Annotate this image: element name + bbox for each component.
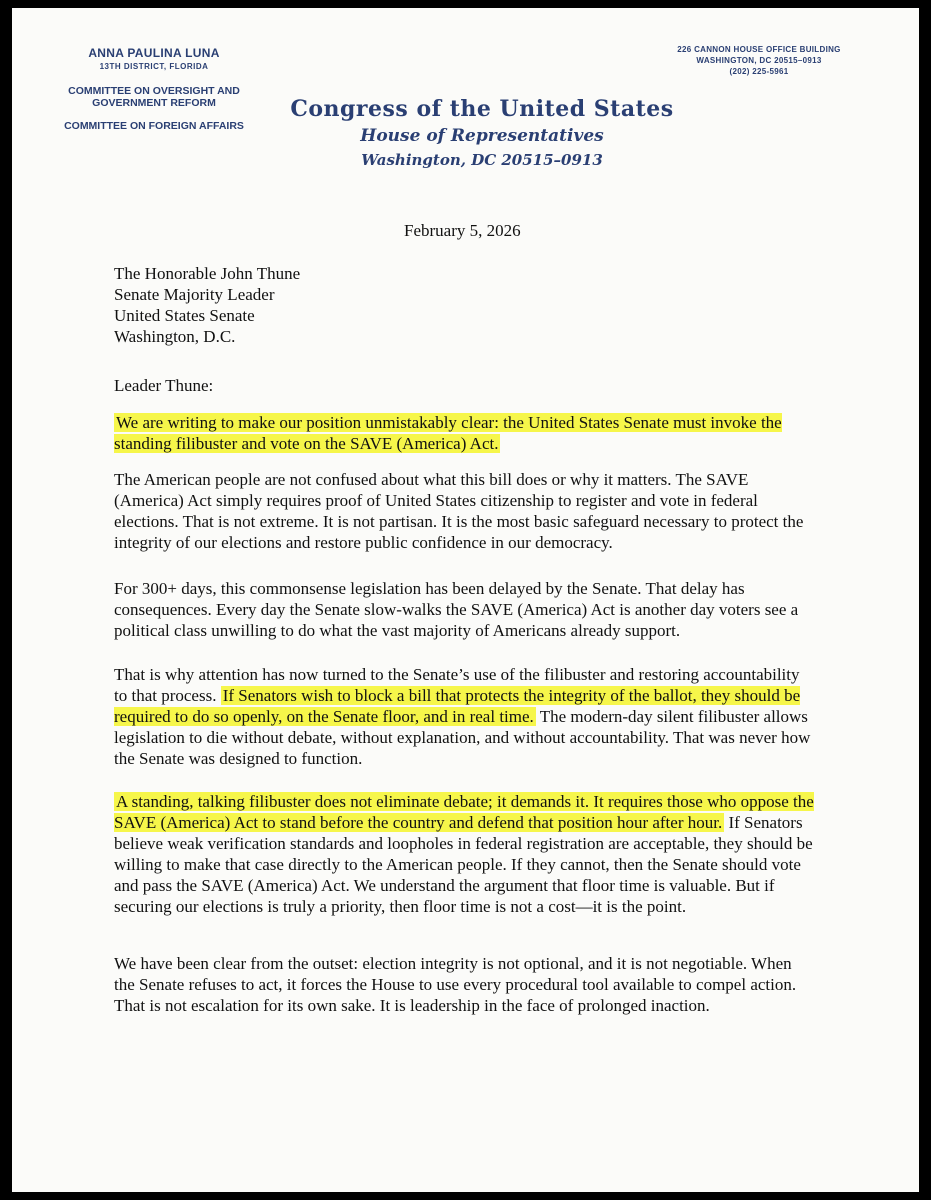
letter-date: February 5, 2026 xyxy=(404,221,521,240)
city-line: Washington, DC 20515–0913 xyxy=(361,151,603,169)
paragraph-3 xyxy=(114,578,814,641)
highlighted-text: We are writing to make our position unmistakably clear: the United States Senate must invoke the standing filibuster and vote on the SAVE (America) Act. xyxy=(114,413,782,453)
member-name: ANNA PAULINA LUNA xyxy=(88,46,220,60)
committee-oversight: COMMITTEE ON OVERSIGHT AND GOVERNMENT REFORM xyxy=(68,85,240,109)
address-line: Senate Majority Leader xyxy=(114,285,275,304)
paragraph-text: The modern-day silent filibuster allows legislation to die without debate, without explanation, and without accountability. That was never how the Senate was designed to function. xyxy=(114,707,811,768)
address-line: The Honorable John Thune xyxy=(114,264,301,283)
office-phone: (202) 225-5961 xyxy=(729,67,789,76)
committee-foreign-affairs: COMMITTEE ON FOREIGN AFFAIRS xyxy=(64,120,244,132)
office-city: WASHINGTON, DC 20515–0913 xyxy=(696,56,822,65)
letterhead-office-block xyxy=(659,44,859,77)
letter-page xyxy=(12,8,919,1192)
address-line: United States Senate xyxy=(114,306,255,325)
highlighted-text: If Senators wish to block a bill that protects the integrity of the ballot, they should be required to do so openly, on the Senate floor, and in real time. xyxy=(114,686,801,726)
paragraph-4 xyxy=(114,664,814,769)
address-line: Washington, D.C. xyxy=(114,327,236,346)
highlighted-text: A standing, talking filibuster does not eliminate debate; it demands it. It requires those who oppose the SAVE (America) Act to stand before the country and defend that position hour after hour. xyxy=(114,792,814,832)
paragraph-text: For 300+ days, this commonsense legislation has been delayed by the Senate. That delay has consequences. Every day the Senate slow-walks the SAVE (America) Act is another day voters see a political class unwilling to do what the vast majority of Americans already support. xyxy=(114,579,799,640)
salutation: Leader Thune: xyxy=(114,376,214,395)
paragraph-text: If Senators believe weak verification standards and loopholes in federal registration are acceptable, they should be willing to make that case directly to the American people. If they cannot, then the Senate should vote and pass the SAVE (America) Act. We understand the argument that floor time is valuable. But if securing our elections is truly a priority, then floor time is not a cost—it is the point. xyxy=(114,813,813,916)
house-title: House of Representatives xyxy=(360,126,604,146)
paragraph-text: The American people are not confused about what this bill does or why it matters. The SAVE (America) Act simply requires proof of United States citizenship to register and vote in federal elections. That is not extreme. It is not partisan. It is the most basic safeguard necessary to protect the integrity of our elections and restore public confidence in our democracy. xyxy=(114,470,804,552)
letterhead-member-block xyxy=(44,46,264,132)
recipient-address xyxy=(114,263,300,347)
paragraph-text: That is why attention has now turned to the Senate’s use of the filibuster and restoring accountability to that process. xyxy=(114,665,800,705)
paragraph-5 xyxy=(114,791,814,917)
paragraph-text: We have been clear from the outset: election integrity is not optional, and it is not negotiable. When the Senate refuses to act, it forces the House to use every procedural tool available to compel action. That is not escalation for its own sake. It is leadership in the face of prolonged inaction. xyxy=(114,954,797,1015)
paragraph-6 xyxy=(114,953,814,1016)
congress-title: Congress of the United States xyxy=(290,96,674,122)
letterhead-seal-text xyxy=(282,96,682,169)
paragraph-2 xyxy=(114,469,814,553)
member-district: 13TH DISTRICT, FLORIDA xyxy=(99,62,209,71)
paragraph-1 xyxy=(114,412,814,454)
office-building: 226 CANNON HOUSE OFFICE BUILDING xyxy=(677,45,841,54)
